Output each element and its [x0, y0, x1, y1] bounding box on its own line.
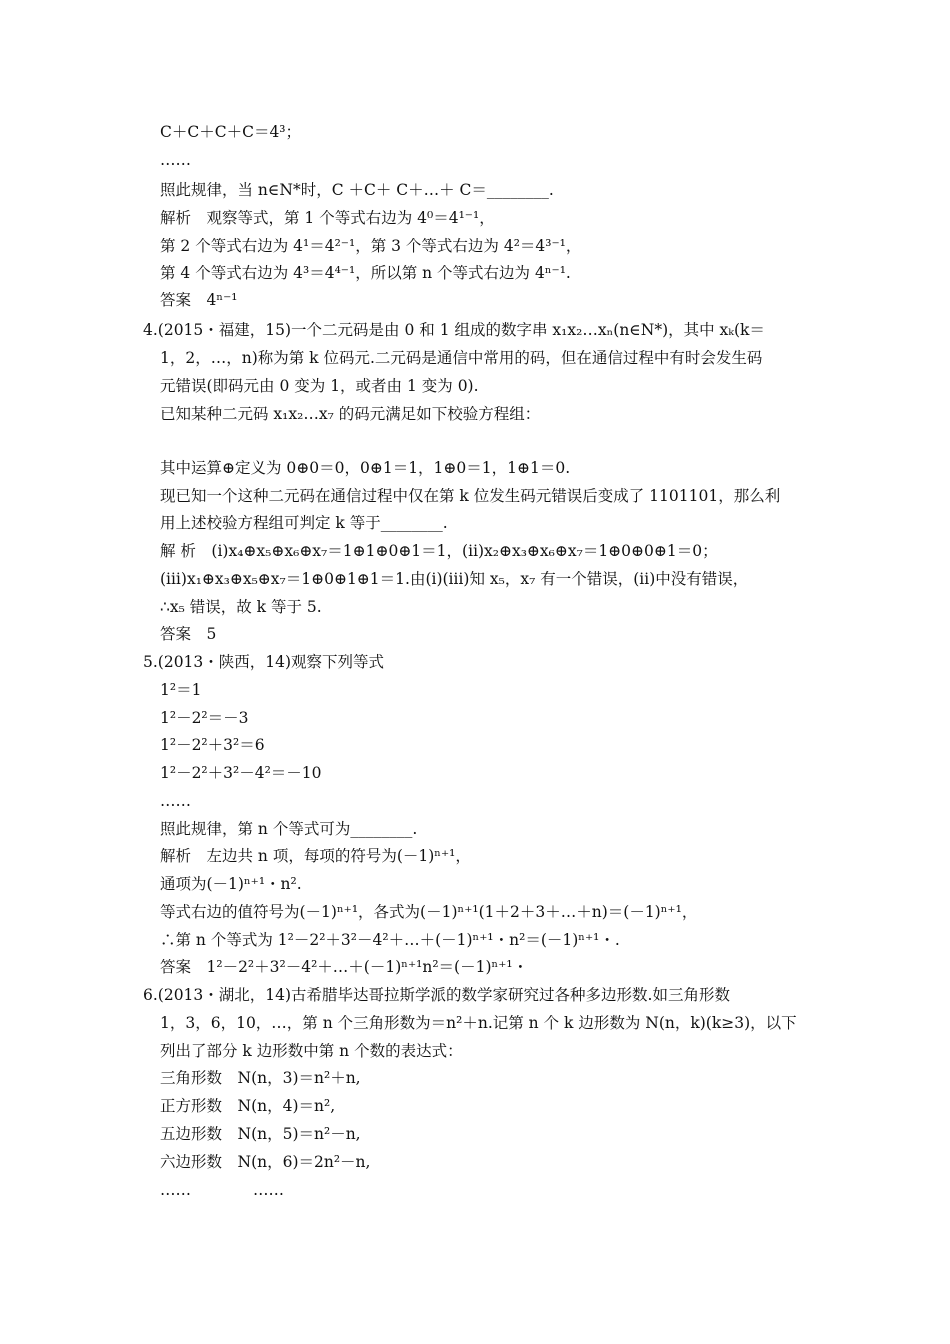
ellipsis-line: ……	[160, 151, 191, 169]
analysis-line: 等式右边的值符号为(－1)ⁿ⁺¹，各式为(－1)ⁿ⁺¹(1＋2＋3＋…＋n)＝(－1)ⁿ⁺¹，	[160, 903, 698, 921]
analysis-line: 通项为(－1)ⁿ⁺¹・n².	[160, 875, 302, 893]
question-line: 照此规律，当 n∈N*时，C ＋C＋ C＋…＋ C＝________.	[160, 181, 554, 199]
formula-line: 六边形数 N(n，6)＝2n²－n,	[160, 1153, 371, 1171]
answer-line: 答案 5	[160, 625, 217, 643]
equation-line: 1²－2²＋3²－4²＝－10	[160, 764, 322, 782]
equation-line: C＋C＋C＋C＝4³；	[160, 123, 302, 141]
formula-line: 三角形数 N(n，3)＝n²＋n,	[160, 1069, 361, 1087]
ellipsis-line: …… ……	[160, 1181, 285, 1199]
problem-line: 1，3，6，10，…，第 n 个三角形数为＝n²＋n.记第 n 个 k 边形数为 N(n，k)(k≥3)，以下	[160, 1014, 797, 1032]
answer-line: 答案 4ⁿ⁻¹	[160, 291, 238, 309]
problem-line: 元错误(即码元由 0 变为 1，或者由 1 变为 0).	[160, 377, 479, 395]
problem-4-heading: 4.(2015・福建，15)一个二元码是由 0 和 1 组成的数字串 x₁x₂…xₙ(n∈N*)，其中 xₖ(k＝	[143, 321, 765, 339]
analysis-line: 第 4 个等式右边为 4³＝4⁴⁻¹，所以第 n 个等式右边为 4ⁿ⁻¹.	[160, 264, 571, 282]
ellipsis-line: ……	[160, 792, 191, 810]
question-line: 用上述校验方程组可判定 k 等于________.	[160, 514, 448, 532]
equation-line: 1²－2²＋3²＝6	[160, 736, 265, 754]
problem-line: 其中运算⊕定义为 0⊕0＝0，0⊕1＝1，1⊕0＝1，1⊕1＝0.	[160, 459, 571, 477]
formula-line: 五边形数 N(n，5)＝n²－n,	[160, 1125, 361, 1143]
problem-line: 已知某种二元码 x₁x₂…x₇ 的码元满足如下校验方程组：	[160, 405, 541, 423]
problem-6-heading: 6.(2013・湖北，14)古希腊毕达哥拉斯学派的数学家研究过各种多边形数.如三角形数	[143, 986, 730, 1004]
equation-line: 1²－2²＝－3	[160, 709, 249, 727]
question-line: 照此规律，第 n 个等式可为________.	[160, 820, 418, 838]
analysis-line: (ⅲ)x₁⊕x₃⊕x₅⊕x₇＝1⊕0⊕1⊕1＝1.由(ⅰ)(ⅲ)知 x₅，x₇ 有一个错误，(ⅱ)中没有错误，	[160, 570, 749, 588]
formula-line: 正方形数 N(n，4)＝n²,	[160, 1097, 336, 1115]
equation-line: 1²＝1	[160, 681, 202, 699]
analysis-line: 第 2 个等式右边为 4¹＝4²⁻¹，第 3 个等式右边为 4²＝4³⁻¹，	[160, 237, 582, 255]
problem-line: 列出了部分 k 边形数中第 n 个数的表达式：	[160, 1042, 463, 1060]
analysis-line: 解析 左边共 n 项，每项的符号为(－1)ⁿ⁺¹，	[160, 847, 471, 865]
analysis-line: ∴x₅ 错误，故 k 等于 5.	[160, 598, 322, 616]
analysis-line: ∴第 n 个等式为 1²－2²＋3²－4²＋…＋(－1)ⁿ⁺¹・n²＝(－1)ⁿ⁺¹・.	[160, 931, 620, 949]
analysis-line: 解 析 (ⅰ)x₄⊕x₅⊕x₆⊕x₇＝1⊕1⊕0⊕1＝1，(ⅱ)x₂⊕x₃⊕x₆⊕x₇＝1⊕0⊕0⊕1＝0；	[160, 542, 718, 560]
problem-line: 1，2，…，n)称为第 k 位码元.二元码是通信中常用的码，但在通信过程中有时会发生码	[160, 349, 763, 367]
analysis-line: 解析 观察等式，第 1 个等式右边为 4⁰＝4¹⁻¹，	[160, 209, 495, 227]
answer-line: 答案 1²－2²＋3²－4²＋…＋(－1)ⁿ⁺¹n²＝(－1)ⁿ⁺¹・	[160, 958, 529, 976]
problem-line: 现已知一个这种二元码在通信过程中仅在第 k 位发生码元错误后变成了 1101101，那么利	[160, 487, 781, 505]
problem-5-heading: 5.(2013・陕西，14)观察下列等式	[143, 653, 385, 671]
